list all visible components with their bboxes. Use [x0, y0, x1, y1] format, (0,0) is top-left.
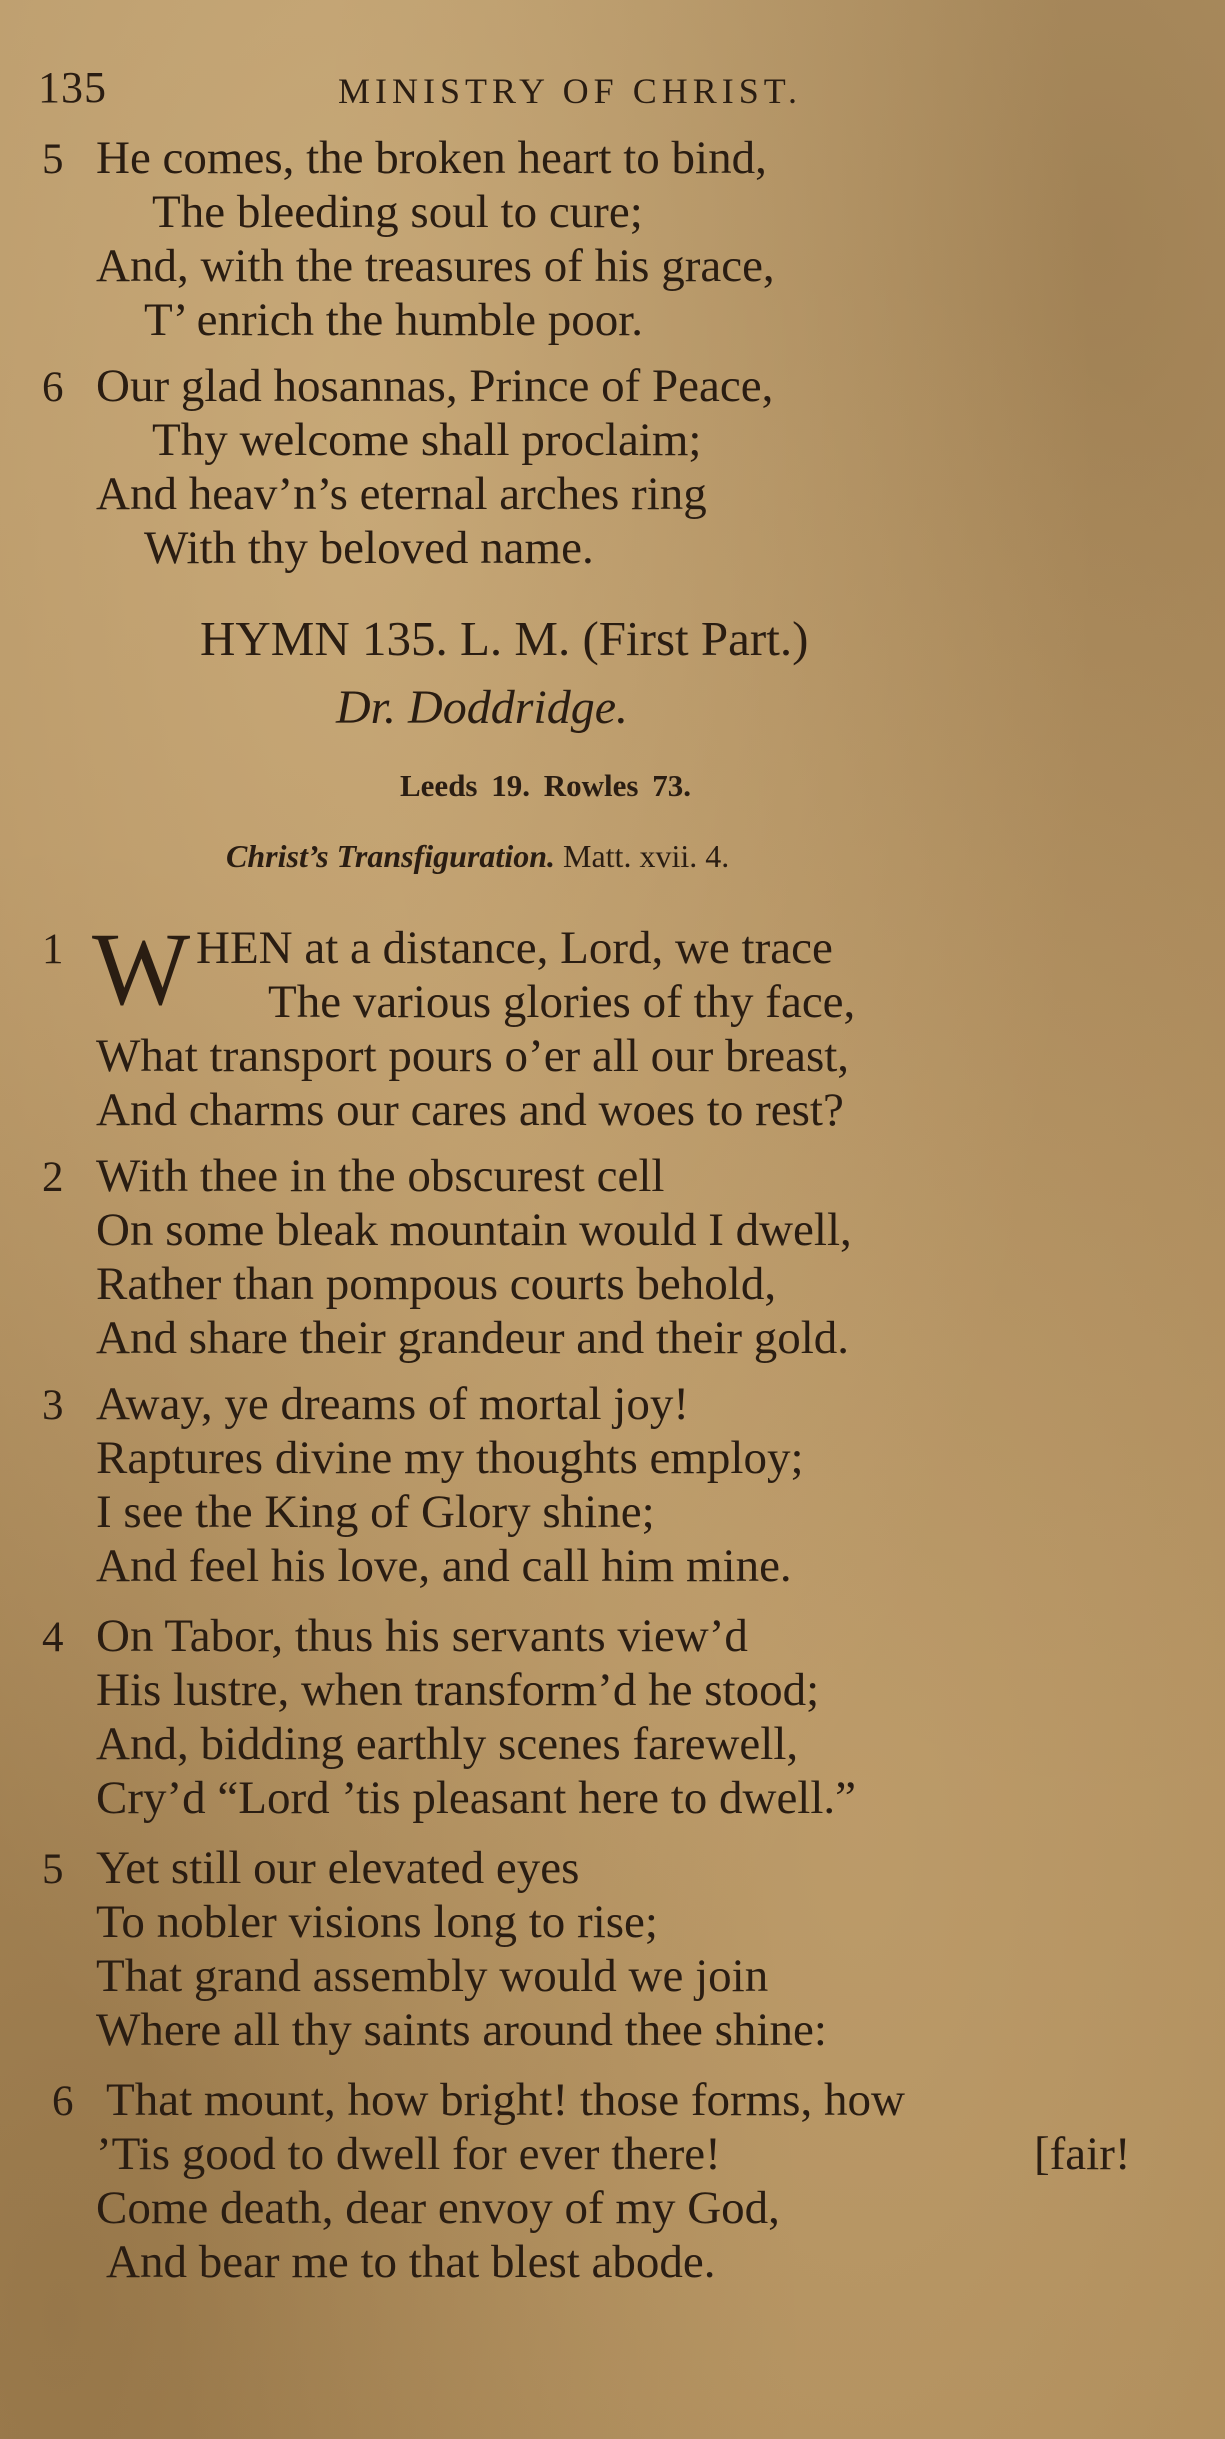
subject-title: Christ’s Transfiguration.: [226, 838, 555, 874]
turnover-text: [fair!: [1034, 2128, 1131, 2180]
stanza-number: 6: [52, 2078, 74, 2125]
verse-line: What transport pours o’er all our breast,: [96, 1030, 850, 1082]
verse-line: The various glories of thy face,: [268, 976, 856, 1028]
verse-line: And feel his love, and call him mine.: [96, 1540, 792, 1592]
verse-line: And bear me to that blest abode.: [106, 2236, 716, 2288]
stanza-number: 5: [42, 1846, 64, 1893]
verse-line: Thy welcome shall proclaim;: [152, 414, 702, 466]
verse-line: Yet still our elevated eyes: [96, 1842, 580, 1894]
hymn-author: Dr. Doddridge.: [336, 681, 629, 734]
page-number: 135: [38, 63, 107, 112]
stanza-number: 4: [42, 1614, 64, 1661]
verse-line: With thy beloved name.: [144, 522, 594, 574]
page-header: [38, 62, 1165, 122]
verse-line: Our glad hosannas, Prince of Peace,: [96, 360, 774, 412]
verse-line: I see the King of Glory shine;: [96, 1486, 655, 1538]
stanza-number: 3: [42, 1382, 64, 1429]
verse-line: Away, ye dreams of mortal joy!: [96, 1378, 690, 1430]
scripture-reference: Matt. xvii. 4.: [563, 838, 730, 874]
verse-line: Cry’d “Lord ’tis pleasant here to dwell.”: [96, 1772, 857, 1824]
verse-line: Come death, dear envoy of my God,: [96, 2182, 780, 2234]
verse-line: That mount, how bright! those forms, how: [106, 2074, 905, 2126]
verse-line: To nobler visions long to rise;: [96, 1896, 658, 1948]
stanza-number: 2: [42, 1154, 64, 1201]
verse-line: His lustre, when transform’d he stood;: [96, 1664, 820, 1716]
stanza-number: 1: [42, 926, 64, 973]
verse-line: On some bleak mountain would I dwell,: [96, 1204, 852, 1256]
drop-cap: W: [92, 912, 191, 1027]
verse-line: ’Tis good to dwell for ever there!: [96, 2128, 721, 2180]
verse-line: That grand assembly would we join: [96, 1950, 769, 2002]
verse-line: HEN at a distance, Lord, we trace: [196, 922, 833, 974]
verse-line: The bleeding soul to cure;: [152, 186, 643, 238]
verse-line: T’ enrich the humble poor.: [144, 294, 644, 346]
tune-references: Leeds 19. Rowles 73.: [400, 768, 691, 803]
verse-line: With thee in the obscurest cell: [96, 1150, 665, 1202]
verse-line: Raptures divine my thoughts employ;: [96, 1432, 804, 1484]
running-title: MINISTRY OF CHRIST.: [338, 71, 803, 111]
verse-line: And heav’n’s eternal arches ring: [96, 468, 707, 520]
verse-line: And, bidding earthly scenes farewell,: [96, 1718, 799, 1770]
stanza-number: 5: [42, 136, 64, 183]
verse-line: Rather than pompous courts behold,: [96, 1258, 777, 1310]
verse-line: He comes, the broken heart to bind,: [96, 132, 767, 184]
verse-line: And, with the treasures of his grace,: [96, 240, 775, 292]
verse-line: And charms our cares and woes to rest?: [96, 1084, 844, 1136]
hymn-subject: [226, 838, 729, 875]
stanza-number: 6: [42, 364, 64, 411]
verse-line: And share their grandeur and their gold.: [96, 1312, 850, 1364]
verse-line: Where all thy saints around thee shine:: [96, 2004, 827, 2056]
verse-line: On Tabor, thus his servants view’d: [96, 1610, 748, 1662]
hymn-title: HYMN 135. L. M. (First Part.): [200, 611, 809, 666]
